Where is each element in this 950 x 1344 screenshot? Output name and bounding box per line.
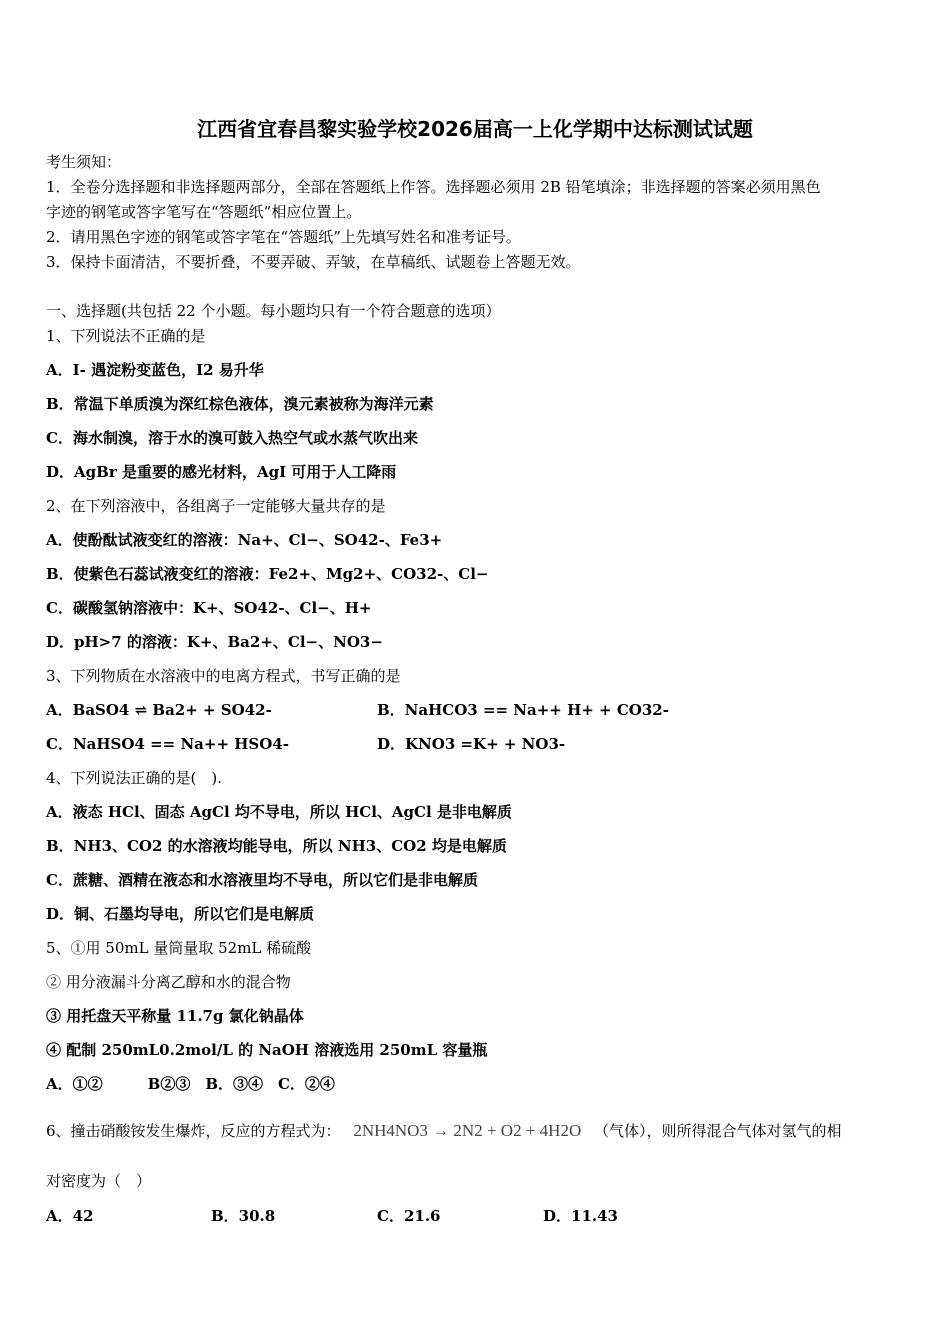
- q6-stem-pre: 6、撞击硝酸铵发生爆炸，反应的方程式为：: [46, 1122, 341, 1140]
- q1-option-c[interactable]: C．海水制溴，溶于水的溴可鼓入热空气或水蒸气吹出来: [46, 429, 418, 447]
- q4-option-a[interactable]: A．液态 HCl、固态 AgCl 均不导电，所以 HCl、AgCl 是非电解质: [46, 803, 512, 821]
- q5-statement-4: ④ 配制 250mL0.2mol/L 的 NaOH 溶液选用 250mL 容量瓶: [46, 1041, 488, 1059]
- notice-heading: 考生须知：: [46, 153, 122, 171]
- q6-equation: 2NH4NO3 → 2N2 + O2 + 4H2O: [353, 1121, 582, 1140]
- q2-stem: 2、在下列溶液中，各组离子一定能够大量共存的是: [46, 497, 386, 515]
- q2-option-d[interactable]: D．pH>7 的溶液：K+、Ba2+、Cl−、NO3−: [46, 633, 383, 651]
- notice-item-1-cont: 字迹的钢笔或答字笔写在“答题纸”相应位置上。: [46, 203, 362, 221]
- q6-stem: [46, 1121, 842, 1141]
- q2-option-a[interactable]: A．使酚酞试液变红的溶液：Na+、Cl−、SO42-、Fe3+: [46, 531, 443, 549]
- q6-stem-post: （气体），则所得混合气体对氢气的相: [594, 1122, 842, 1140]
- section-heading: 一、选择题(共包括 22 个小题。每小题均只有一个符合题意的选项）: [46, 302, 501, 320]
- q6-option-a[interactable]: A．42: [46, 1207, 94, 1225]
- q1-stem: 1、下列说法不正确的是: [46, 327, 206, 345]
- q6-stem-cont: 对密度为（ ）: [46, 1172, 152, 1190]
- notice-item-1: 1．全卷分选择题和非选择题两部分，全部在答题纸上作答。选择题必须用 2B 铅笔填涂；非选择题的答案必须用黑色: [46, 178, 821, 196]
- q5-statement-3: ③ 用托盘天平称量 11.7g 氯化钠晶体: [46, 1007, 304, 1025]
- q2-option-c[interactable]: C．碳酸氢钠溶液中：K+、SO42-、Cl−、H+: [46, 599, 372, 617]
- q6-option-b[interactable]: B．30.8: [211, 1207, 276, 1225]
- notice-item-2: 2．请用黑色字迹的钢笔或答字笔在“答题纸”上先填写姓名和准考证号。: [46, 228, 521, 246]
- q3-option-d[interactable]: D．KNO3 =K+ + NO3-: [377, 735, 566, 753]
- q6-option-c[interactable]: C．21.6: [377, 1207, 441, 1225]
- q1-option-d[interactable]: D．AgBr 是重要的感光材料，AgI 可用于人工降雨: [46, 463, 397, 481]
- q5-stem: 5、①用 50mL 量筒量取 52mL 稀硫酸: [46, 939, 312, 957]
- q4-option-b[interactable]: B．NH3、CO2 的水溶液均能导电，所以 NH3、CO2 均是电解质: [46, 837, 507, 855]
- q3-option-a[interactable]: A．BaSO4 ⇌ Ba2+ + SO42-: [46, 701, 272, 719]
- q1-option-a[interactable]: A．I- 遇淀粉变蓝色，I2 易升华: [46, 361, 264, 379]
- q5-statement-2: ② 用分液漏斗分离乙醇和水的混合物: [46, 973, 291, 991]
- page-title: 江西省宜春昌黎实验学校2026届高一上化学期中达标测试试题: [197, 117, 753, 141]
- notice-item-3: 3．保持卡面清洁，不要折叠，不要弄破、弄皱，在草稿纸、试题卷上答题无效。: [46, 253, 581, 271]
- q3-option-c[interactable]: C．NaHSO4 == Na++ HSO4-: [46, 735, 289, 753]
- q3-stem: 3、下列物质在水溶液中的电离方程式，书写正确的是: [46, 667, 401, 685]
- q3-option-b[interactable]: B．NaHCO3 == Na++ H+ + CO32-: [377, 701, 669, 719]
- q4-option-d[interactable]: D．铜、石墨均导电，所以它们是电解质: [46, 905, 315, 923]
- q5-options[interactable]: A．①② B②③ B．③④ C．②④: [46, 1075, 335, 1093]
- q1-option-b[interactable]: B．常温下单质溴为深红棕色液体，溴元素被称为海洋元素: [46, 395, 434, 413]
- q4-stem: 4、下列说法正确的是( ).: [46, 769, 223, 787]
- q2-option-b[interactable]: B．使紫色石蕊试液变红的溶液：Fe2+、Mg2+、CO32-、Cl−: [46, 565, 489, 583]
- q6-option-d[interactable]: D．11.43: [543, 1207, 618, 1225]
- q4-option-c[interactable]: C．蔗糖、酒精在液态和水溶液里均不导电，所以它们是非电解质: [46, 871, 478, 889]
